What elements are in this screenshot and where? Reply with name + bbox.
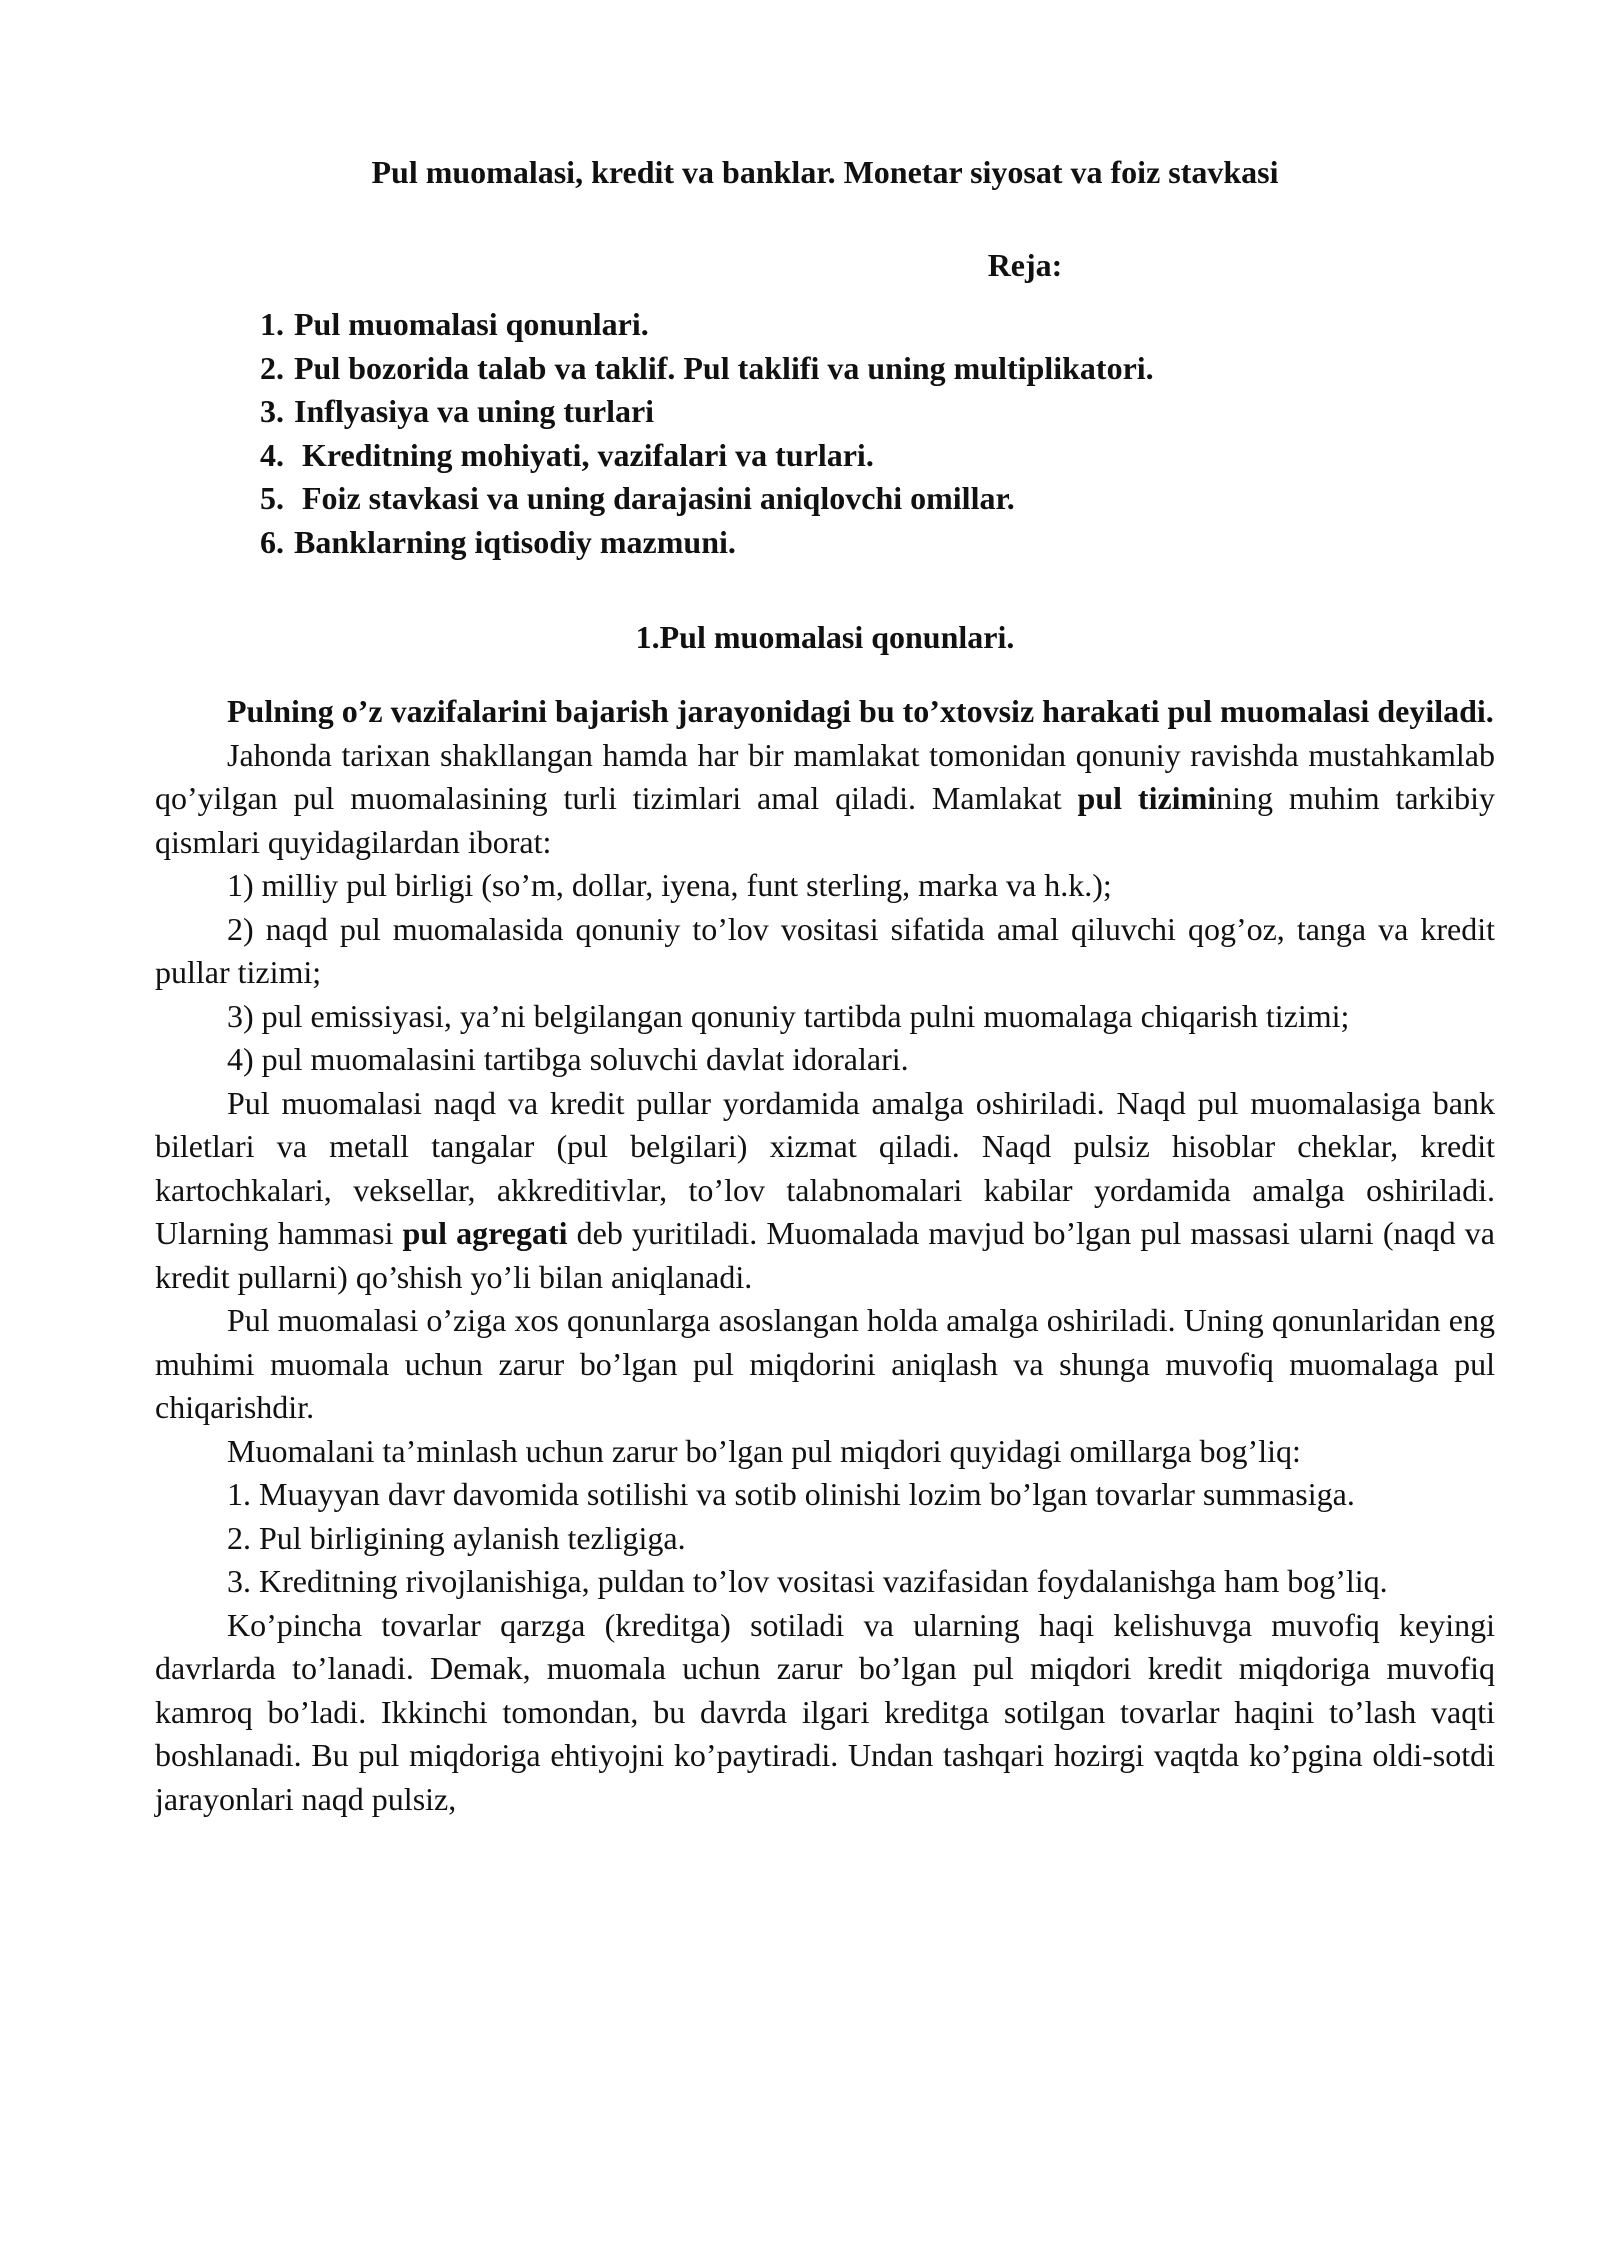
- plan-item-text: Banklarning iqtisodiy mazmuni.: [294, 523, 736, 560]
- list-paragraph: 4) pul muomalasini tartibga soluvchi davlat idoralari.: [227, 1041, 909, 1077]
- paragraph: Muomalani ta’minlash uchun zarur bo’lgan pul miqdori quyidagi omillarga bog’liq:: [227, 1432, 1301, 1469]
- paragraph: [155, 734, 1495, 865]
- plan-item-number: 4.: [260, 436, 284, 473]
- plan-item-text: Pul muomalasi qonunlari.: [294, 306, 649, 342]
- plan-item-number: 1.: [260, 306, 284, 342]
- plan-item-text: Pul bozorida talab va taklif. Pul taklifi va uning multiplikatori.: [294, 349, 1154, 386]
- plan-item-number: 5.: [260, 480, 284, 516]
- plan-item-text: Inflyasiya va uning turlari: [294, 393, 655, 429]
- plan-item: [240, 347, 1154, 391]
- paragraph: Ko’pincha tovarlar qarzga (kreditga) sotiladi va ularning haqi kelishuvga muvofiq keyingi davrlarda to’lanadi. Demak, muomala uchun zarur bo’lgan pul miqdori kredit miqdoriga muvofiq kamroq bo’ladi. Ikkinchi tomondan, bu davrda ilgari kreditga sotilgan tovarlar haqini to’lash vaqti boshlanadi. Bu pul miqdoriga ehtiyojni ko’paytiradi. Undan tashqari hozirgi vaqtda ko’pgina oldi-sotdi jarayonlari naqd pulsiz,: [155, 1606, 1495, 1817]
- paragraph: Pul muomalasi o’ziga xos qonunlarga asoslangan holda amalga oshiriladi. Uning qonunlaridan eng muhimi muomala uchun zarur bo’lgan pul miqdorini aniqlash va shunga muvofiq muomalaga pul chiqarishdir.: [155, 1302, 1495, 1425]
- plan-heading: Reja:: [987, 247, 1063, 283]
- section-heading: 1.Pul muomalasi qonunlari.: [635, 619, 1015, 655]
- paragraph-text: Jahonda tarixan shakllangan hamda har bir mamlakat tomonidan qonuniy ravishda mustahkamlab qo’yilgan pul muomalasining turli tizimlari amal qiladi. Mamlakat: [155, 736, 1495, 816]
- plan-item: [240, 434, 1154, 478]
- list-paragraph: 1) milliy pul birligi (so’m, dollar, iyena, funt sterling, marka va h.k.);: [227, 867, 1112, 903]
- plan-item: [240, 390, 1154, 434]
- plan-item-text: Foiz stavkasi va uning darajasini aniqlovchi omillar.: [294, 480, 1015, 516]
- document-title: Pul muomalasi, kredit va banklar. Monetar siyosat va foiz stavkasi: [371, 154, 1279, 190]
- paragraph-text: deb yuritiladi. Muomalada mavjud bo’lgan pul massasi ularni (naqd va kredit pullarni) qo’shish yo’li bilan aniqlanadi.: [155, 1215, 1495, 1295]
- paragraph-text: Pul muomalasi naqd va kredit pullar yordamida amalga oshiriladi. Naqd pul muomalasiga bank biletlari va metall tangalar (pul belgilari) xizmat qiladi. Naqd pulsiz hisoblar cheklar, kredit kartochkalari, veksellar, akkreditivlar, to’lov talabnomalari kabilar yordamida amalga oshiriladi. Ularning hammasi: [155, 1084, 1495, 1251]
- list-paragraph: 3) pul emissiyasi, ya’ni belgilangan qonuniy tartibda pulni muomalaga chiqarish tizimi;: [227, 997, 1350, 1034]
- definition-paragraph: Pulning o’z vazifalarini bajarish jarayonidagi bu to’xtovsiz harakati pul muomalasi deyiladi.: [227, 693, 1494, 729]
- plan-item: [240, 521, 1154, 565]
- paragraph: [155, 1082, 1495, 1300]
- list-paragraph: 3. Kreditning rivojlanishiga, puldan to’lov vositasi vazifasidan foydalanishga ham bog’liq.: [227, 1563, 1388, 1599]
- plan-item: [240, 303, 1154, 347]
- bold-term: pul agregati: [402, 1215, 568, 1251]
- plan-item-text: Kreditning mohiyati, vazifalari va turlari.: [294, 436, 874, 473]
- paragraph-text: ning muhim tarkibiy qismlari quyidagilardan iborat:: [155, 780, 1496, 860]
- plan-item-number: 3.: [260, 393, 284, 429]
- plan-item-number: 6.: [260, 523, 284, 560]
- document-body: [155, 690, 1495, 1821]
- list-paragraph: 1. Muayyan davr davomida sotilishi va sotib olinishi lozim bo’lgan tovarlar summasiga.: [227, 1476, 1355, 1512]
- plan-list: [240, 303, 1154, 564]
- bold-term: pul tizimi: [1077, 780, 1217, 816]
- plan-item: [240, 477, 1154, 521]
- plan-item-number: 2.: [260, 349, 284, 386]
- list-paragraph: 2) naqd pul muomalasida qonuniy to’lov vositasi sifatida amal qiluvchi qog’oz, tanga va kredit pullar tizimi;: [155, 910, 1495, 990]
- list-paragraph: 2. Pul birligining aylanish tezligiga.: [227, 1519, 686, 1556]
